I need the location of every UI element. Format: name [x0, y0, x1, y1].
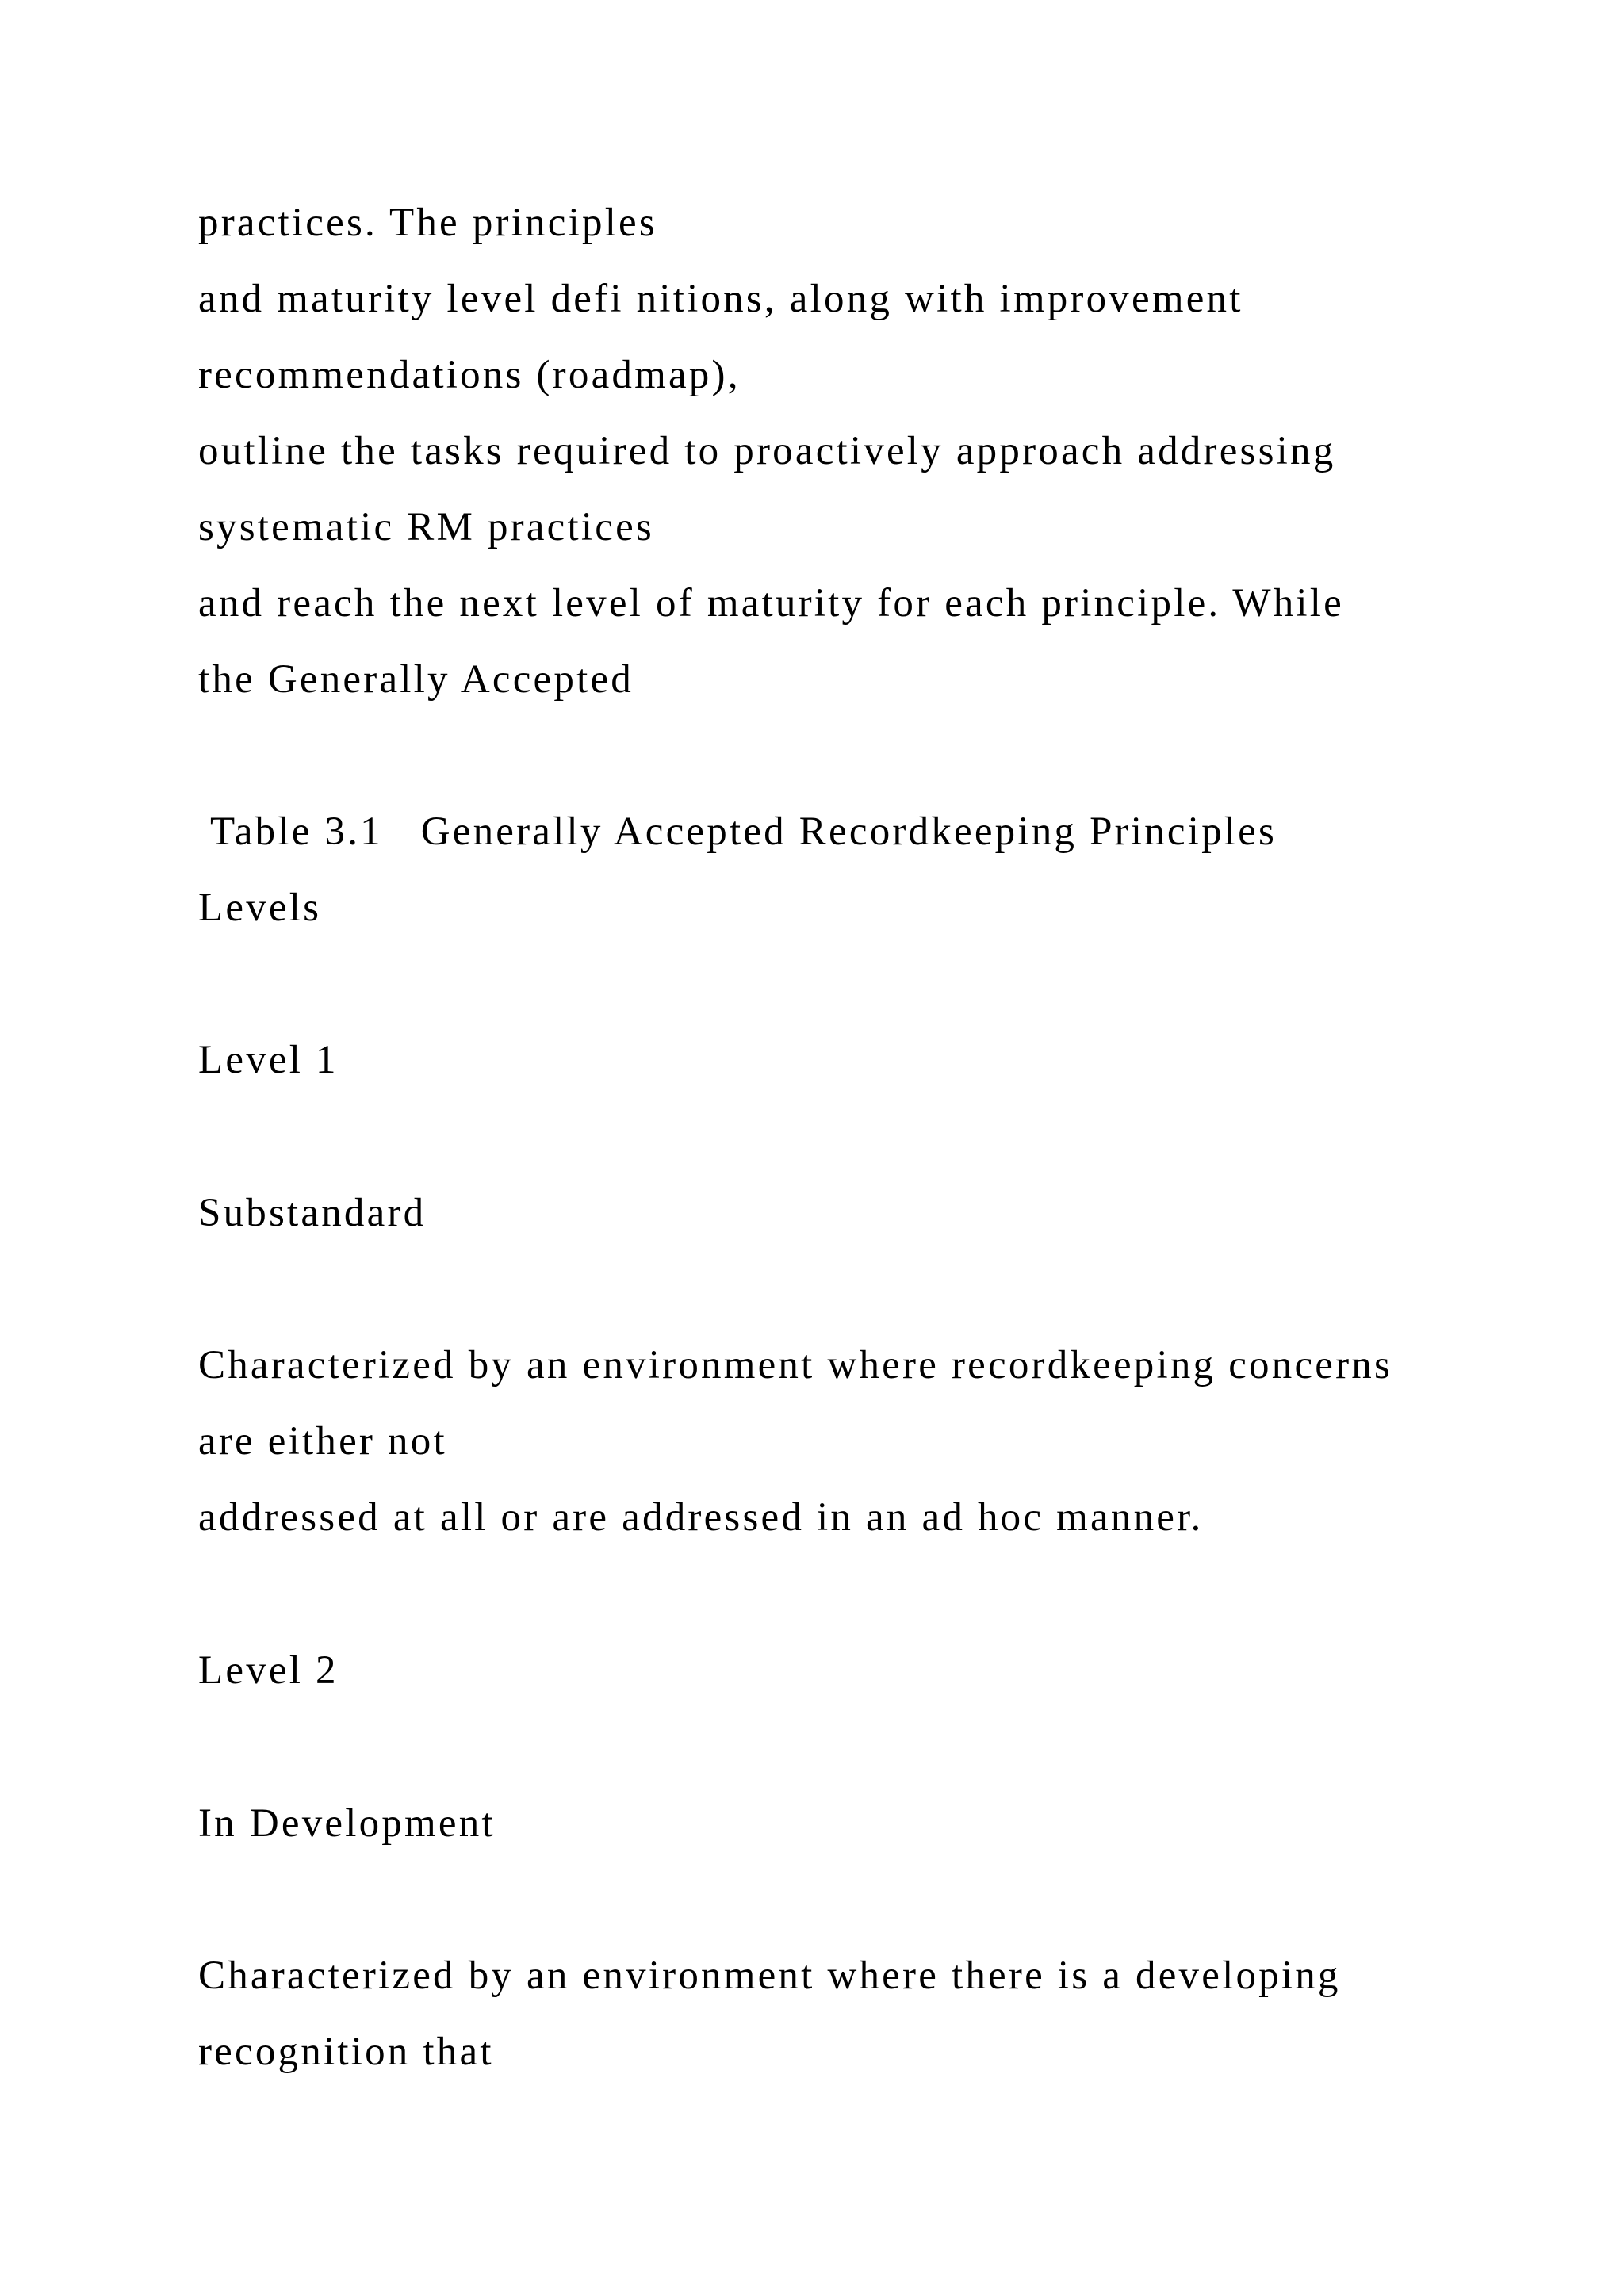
level-2-description-line: recognition that — [198, 2030, 494, 2074]
body-text-line: recommendations (roadmap), — [198, 353, 741, 397]
level-1-description-line: are either not — [198, 1419, 447, 1464]
level-1-label: Level 1 — [198, 1038, 339, 1082]
level-1-description-line: Characterized by an environment where recordkeeping concerns — [198, 1343, 1393, 1387]
table-caption: Table 3.1 Generally Accepted Recordkeeping Principles — [198, 809, 1277, 854]
body-text-line: outline the tasks required to proactively approach addressing — [198, 429, 1336, 473]
body-text-line: practices. The principles — [198, 201, 657, 245]
level-2-label: Level 2 — [198, 1648, 339, 1693]
level-2-name: In Development — [198, 1801, 496, 1846]
level-1-description-line: addressed at all or are addressed in an ad hoc manner. — [198, 1495, 1204, 1540]
body-text-line: systematic RM practices — [198, 505, 654, 549]
level-1-name: Substandard — [198, 1191, 427, 1235]
body-text-line: the Generally Accepted — [198, 657, 634, 702]
body-text-line: and reach the next level of maturity for each principle. While — [198, 581, 1345, 626]
level-2-description-line: Characterized by an environment where there is a developing — [198, 1954, 1341, 1998]
table-levels-header: Levels — [198, 886, 322, 930]
body-text-line: and maturity level defi nitions, along with improvement — [198, 277, 1243, 321]
